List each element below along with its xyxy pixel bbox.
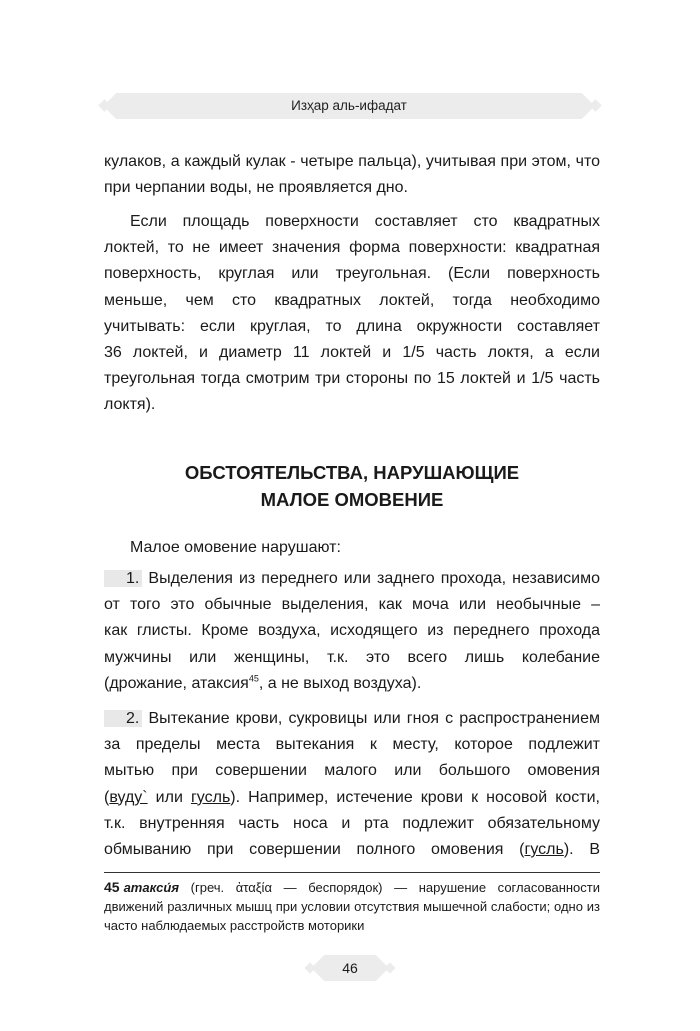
item-text: Выделения из переднего или заднего прохода, независимо <box>148 570 600 587</box>
text-line: за пределы места вытекания к месту, которое подлежит <box>104 736 600 754</box>
text-line: поверхность, круглая или треугольная. (Если поверхность <box>104 265 600 283</box>
item-text: ). В <box>563 841 601 859</box>
text-line: локтей, то не имеет значения форма поверхности: квадратная <box>104 239 600 257</box>
paragraph-area <box>104 209 600 419</box>
running-header-title: Изҳар аль-ифадат <box>291 98 407 113</box>
text-line <box>104 785 600 811</box>
list-item-2 <box>104 706 600 863</box>
text-line: кулаков, а каждый кулак - четыре пальца), учитывая при этом, что <box>104 153 600 170</box>
item-number: 1. <box>104 570 142 587</box>
footnote <box>104 878 600 935</box>
text-line: при черпании воды, не проявляется дно. <box>104 179 408 197</box>
intro-paragraph <box>104 149 600 201</box>
text-line: 36 локтей, и диаметр 11 локтей и 1/5 часть локтя, а если <box>104 344 600 362</box>
text-line: как глисты. Кроме воздуха, исходящего из переднего прохода <box>104 622 600 640</box>
item-number: 2. <box>104 710 142 727</box>
term-wudu: вуду` <box>109 788 148 806</box>
text-line <box>104 706 600 732</box>
text-line <box>104 837 600 863</box>
item-text: (дрожание, атаксия <box>104 674 249 692</box>
text-line: от того это обычные выделения, как моча или необычные – <box>104 596 600 614</box>
text-line: учитывать: если круглая, то длина окружности составляет <box>104 317 600 335</box>
term-ghusl: гусль <box>190 788 231 806</box>
text-line: т.к. внутренняя часть носа и рта подлежит обязательному <box>104 814 600 832</box>
text-line: Если площадь поверхности составляет сто квадратных <box>130 213 600 230</box>
text-line <box>104 671 600 697</box>
text-line: мытью при совершении малого или большого омовения <box>104 762 600 780</box>
item-text: Вытекание крови, сукровицы или гноя с распространением <box>148 710 601 727</box>
section-heading <box>104 459 600 513</box>
text-line: треугольная тогда смотрим три стороны по 15 локтей и 1/5 часть <box>104 370 600 388</box>
footnote-term: атакси́я <box>123 880 180 895</box>
term-ghusl: гусль <box>524 841 564 859</box>
page-number: 46 <box>342 960 358 976</box>
footnote-reference[interactable]: 45 <box>248 673 259 684</box>
item-text: или <box>147 788 191 806</box>
text-line <box>104 566 600 592</box>
text-line: меньше, чем сто квадратных локтей, тогда необходимо <box>104 291 600 309</box>
text-line: мужчины или женщины, т.к. это всего лишь колебание <box>104 648 600 666</box>
section-lead: Малое омовение нарушают: <box>130 539 341 556</box>
footnote-text: (греч. ἀταξία — беспорядок) — нарушение согласованности движений различных мышц при условии отсутствия мышечной слабости; одно из часто наблюдаемых расстройств моторики <box>104 880 600 933</box>
item-text: обмыванию при совершении полного омовения ( <box>104 841 525 859</box>
footnote-number: 45 <box>104 879 120 895</box>
list-item-1 <box>104 566 600 697</box>
section-heading-line-1: ОБСТОЯТЕЛЬСТВА, НАРУШАЮЩИЕ <box>184 462 520 483</box>
item-text: ( <box>104 788 110 806</box>
item-text: , а не выход воздуха). <box>258 674 422 692</box>
item-text: ). Например, истечение крови к носовой кости, <box>230 788 600 806</box>
text-line: локтя). <box>104 396 156 414</box>
footnote-separator <box>104 872 600 873</box>
section-heading-line-2: МАЛОЕ ОМОВЕНИЕ <box>260 489 444 510</box>
